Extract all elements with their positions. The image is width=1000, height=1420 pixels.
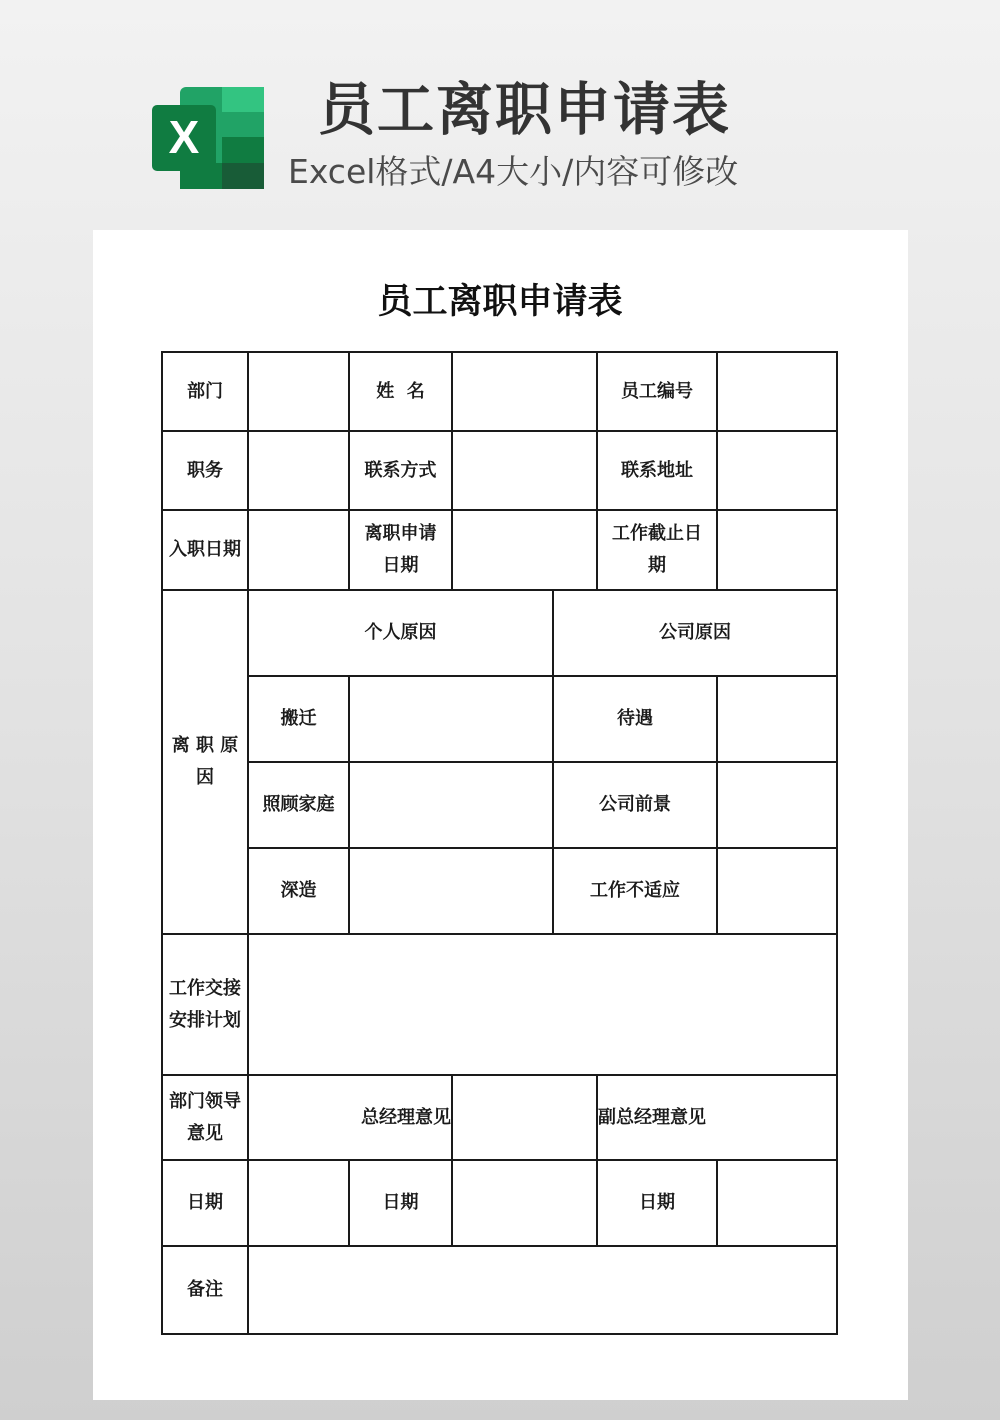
personal-reason-study-input[interactable] — [349, 848, 553, 934]
date-input-1[interactable] — [248, 1160, 349, 1246]
company-reason-unfit-input[interactable] — [717, 848, 837, 934]
hire-date-label: 入职日期 — [162, 510, 248, 590]
address-input[interactable] — [717, 431, 837, 510]
table-row — [162, 431, 837, 510]
svg-text:X: X — [168, 111, 200, 163]
header-title: 员工离职申请表 — [318, 77, 731, 143]
contact-label: 联系方式 — [349, 431, 452, 510]
vgm-opinion-label: 副总经理意见 — [597, 1075, 837, 1160]
name-input[interactable] — [452, 352, 597, 431]
address-label: 联系地址 — [597, 431, 717, 510]
apply-date-label: 离职申请日期 — [349, 510, 452, 590]
gm-opinion-input[interactable] — [452, 1075, 597, 1160]
remarks-input[interactable] — [248, 1246, 837, 1334]
table-row — [162, 352, 837, 431]
form-title: 员工离职申请表 — [377, 282, 623, 322]
company-reason-header: 公司原因 — [553, 590, 837, 676]
personal-reason-study-label: 深造 — [248, 848, 349, 934]
personal-reason-family-input[interactable] — [349, 762, 553, 848]
date-label-3: 日期 — [597, 1160, 717, 1246]
resignation-form-table — [161, 351, 838, 1335]
company-reason-prospect-label: 公司前景 — [553, 762, 717, 848]
table-row — [162, 934, 837, 1075]
table-row — [162, 762, 837, 848]
company-reason-pay-label: 待遇 — [553, 676, 717, 762]
name-label: 姓 名 — [349, 352, 452, 431]
position-input[interactable] — [248, 431, 349, 510]
reason-label: 离 职 原因 — [162, 590, 248, 934]
table-row — [162, 1160, 837, 1246]
table-row — [162, 590, 837, 676]
header-banner — [0, 0, 1000, 230]
table-row — [162, 676, 837, 762]
end-date-label: 工作截止日期 — [597, 510, 717, 590]
table-row — [162, 510, 837, 590]
hire-date-input[interactable] — [248, 510, 349, 590]
personal-reason-relocation-label: 搬迁 — [248, 676, 349, 762]
excel-icon — [152, 87, 264, 189]
personal-reason-family-label: 照顾家庭 — [248, 762, 349, 848]
table-row — [162, 1075, 837, 1160]
table-row — [162, 1246, 837, 1334]
gm-opinion-label: 总经理意见 — [248, 1075, 452, 1160]
department-label: 部门 — [162, 352, 248, 431]
employee-id-input[interactable] — [717, 352, 837, 431]
handover-input[interactable] — [248, 934, 837, 1075]
dept-leader-opinion-label: 部门领导意见 — [162, 1075, 248, 1160]
date-label-2: 日期 — [349, 1160, 452, 1246]
remarks-label: 备注 — [162, 1246, 248, 1334]
header-subtitle: Excel格式/A4大小/内容可修改 — [288, 152, 739, 191]
personal-reason-header: 个人原因 — [248, 590, 553, 676]
date-input-2[interactable] — [452, 1160, 597, 1246]
table-row — [162, 848, 837, 934]
apply-date-input[interactable] — [452, 510, 597, 590]
employee-id-label: 员工编号 — [597, 352, 717, 431]
date-label-1: 日期 — [162, 1160, 248, 1246]
company-reason-prospect-input[interactable] — [717, 762, 837, 848]
handover-label: 工作交接安排计划 — [162, 934, 248, 1075]
date-input-3[interactable] — [717, 1160, 837, 1246]
personal-reason-relocation-input[interactable] — [349, 676, 553, 762]
position-label: 职务 — [162, 431, 248, 510]
contact-input[interactable] — [452, 431, 597, 510]
company-reason-pay-input[interactable] — [717, 676, 837, 762]
end-date-input[interactable] — [717, 510, 837, 590]
department-input[interactable] — [248, 352, 349, 431]
company-reason-unfit-label: 工作不适应 — [553, 848, 717, 934]
